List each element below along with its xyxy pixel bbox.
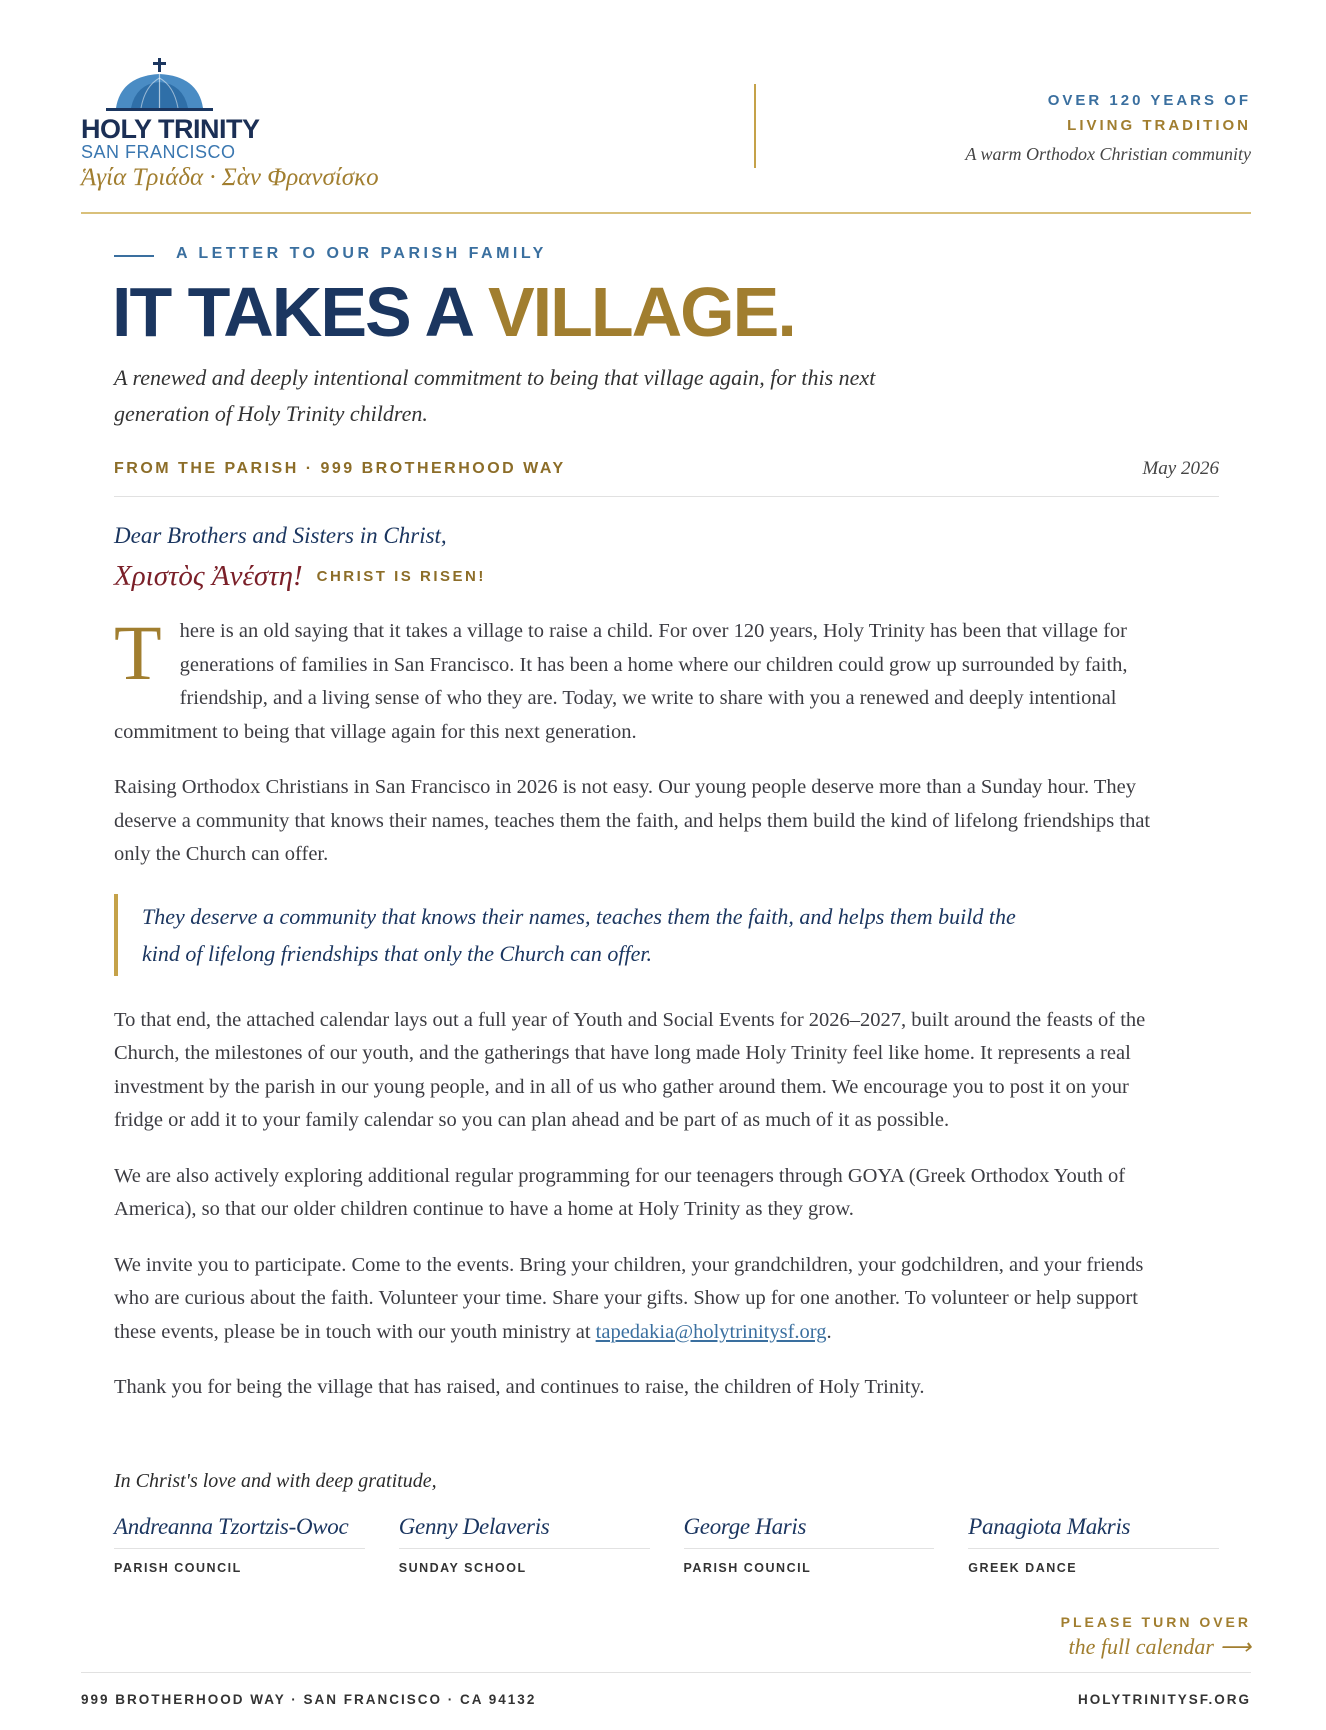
footer-website: HOLYTRINITYSF.ORG <box>1077 1692 1251 1707</box>
years-line-2: LIVING TRADITION <box>1067 117 1251 134</box>
paragraph-2: Raising Orthodox Christians in San Francisco in 2026 is not easy. Our young people deserve more than a Sunday hour. They deserve a community that knows their names, teaches them the faith, and helps them build the kind of lifelong friendships that only the Church can offer. <box>114 776 1151 865</box>
years-line-1: OVER 120 YEARS OF <box>1047 92 1251 109</box>
signer <box>968 1514 1219 1575</box>
paragraph-1 <box>114 609 1174 749</box>
from-line: FROM THE PARISH · 999 BROTHERHOOD WAY <box>114 460 566 477</box>
title-part-2: VILLAGE. <box>487 273 795 351</box>
page-title <box>112 272 795 352</box>
paragraph-5-end: . <box>826 1320 832 1343</box>
turn-over-label: PLEASE TURN OVER <box>1060 1614 1251 1630</box>
signer-role: PARISH COUNCIL <box>683 1561 812 1575</box>
logo-name: HOLY TRINITY <box>81 114 260 144</box>
tagline: A warm Orthodox Christian community <box>965 144 1251 164</box>
closing-line: In Christ's love and with deep gratitude, <box>114 1470 437 1492</box>
youth-ministry-email-link[interactable]: tapedakia@holytrinitysf.org <box>595 1320 827 1343</box>
signer <box>114 1514 365 1575</box>
footer-rule <box>81 1672 1251 1673</box>
full-calendar-pointer: the full calendar ⟶ <box>1068 1634 1251 1659</box>
signer-name: Panagiota Makris <box>968 1514 1219 1549</box>
logo-greek-name: Ἁγία Τριάδα · Σὰν Φρανσίσκο <box>81 164 379 191</box>
greeting-english: CHRIST IS RISEN! <box>316 568 486 585</box>
paragraph-6: Thank you for being the village that has raised, and continues to raise, the children of Holy Trinity. <box>114 1376 925 1398</box>
church-dome-icon <box>81 56 241 116</box>
title-part-1: IT TAKES A <box>112 273 488 351</box>
signer <box>399 1514 650 1575</box>
paragraph-5 <box>114 1249 1174 1350</box>
header-divider <box>754 84 756 168</box>
eyebrow-line <box>114 255 154 257</box>
paragraph-1-text: here is an old saying that it takes a village to raise a child. For over 120 years, Holy Trinity has been that village for generations of families in San Francisco. It has been a home where our children could grow up surrounded by faith, friendship, and a living sense of who they are. Today, we write to share with you a renewed and deeply intentional commitment to being that village again for this next generation. <box>114 620 1128 743</box>
signer-role: GREEK DANCE <box>968 1561 1078 1575</box>
salutation: Dear Brothers and Sisters in Christ, <box>114 523 447 548</box>
letter-body <box>114 609 1174 1427</box>
date-rule <box>114 496 1219 497</box>
paschal-greeting <box>114 560 486 593</box>
turn-over-note <box>1061 1614 1251 1660</box>
eyebrow: A LETTER TO OUR PARISH FAMILY <box>176 245 547 262</box>
pull-quote: They deserve a community that knows their names, teaches them the faith, and helps them build the kind of lifelong friendships that only the Church can offer. <box>114 894 1034 976</box>
signers <box>114 1514 1219 1575</box>
footer-address: 999 BROTHERHOOD WAY · SAN FRANCISCO · CA 94132 <box>81 1692 537 1707</box>
signer-name: Genny Delaveris <box>399 1514 650 1549</box>
years-badge <box>965 88 1251 138</box>
paragraph-5-text: We invite you to participate. Come to the events. Bring your children, your grandchildren, your godchildren, and your friends who are curious about the faith. Volunteer your time. Share your gifts. Show up for one another. To volunteer or help support these events, please be in touch with our youth ministry at <box>114 1253 1144 1343</box>
signer-name: George Haris <box>684 1514 935 1549</box>
header-rule <box>81 212 1251 214</box>
signer-name: Andreanna Tzortzis-Owoc <box>114 1514 365 1549</box>
drop-cap: T <box>114 609 162 696</box>
logo-city: SAN FRANCISCO <box>81 142 236 162</box>
signer <box>684 1514 935 1575</box>
signer-role: PARISH COUNCIL <box>114 1561 242 1575</box>
signer-role: SUNDAY SCHOOL <box>398 1561 527 1575</box>
paragraph-4: We are also actively exploring additional regular programming for our teenagers through GOYA (Greek Orthodox Youth of America), so that our older children continue to have a home at Holy Trinity as they grow. <box>114 1164 1126 1220</box>
header-tagline-block <box>965 88 1251 165</box>
paragraph-3: To that end, the attached calendar lays out a full year of Youth and Social Events for 2026–2027, built around the feasts of the Church, the milestones of our youth, and the gatherings that have long made Holy Trinity feel like home. It represents a real investment by the parish in our young people, and in all of us who gather around them. We encourage you to post it on your fridge or add it to your family calendar so you can plan ahead and be part of as much of it as possible. <box>114 1008 1146 1131</box>
letter-date: May 2026 <box>1142 458 1219 479</box>
parish-logo <box>81 56 411 191</box>
subtitle: A renewed and deeply intentional commitment to being that village again, for this next generation of Holy Trinity children. <box>114 365 876 426</box>
greeting-greek: Χριστὸς Ἀνέστη! <box>114 560 303 592</box>
